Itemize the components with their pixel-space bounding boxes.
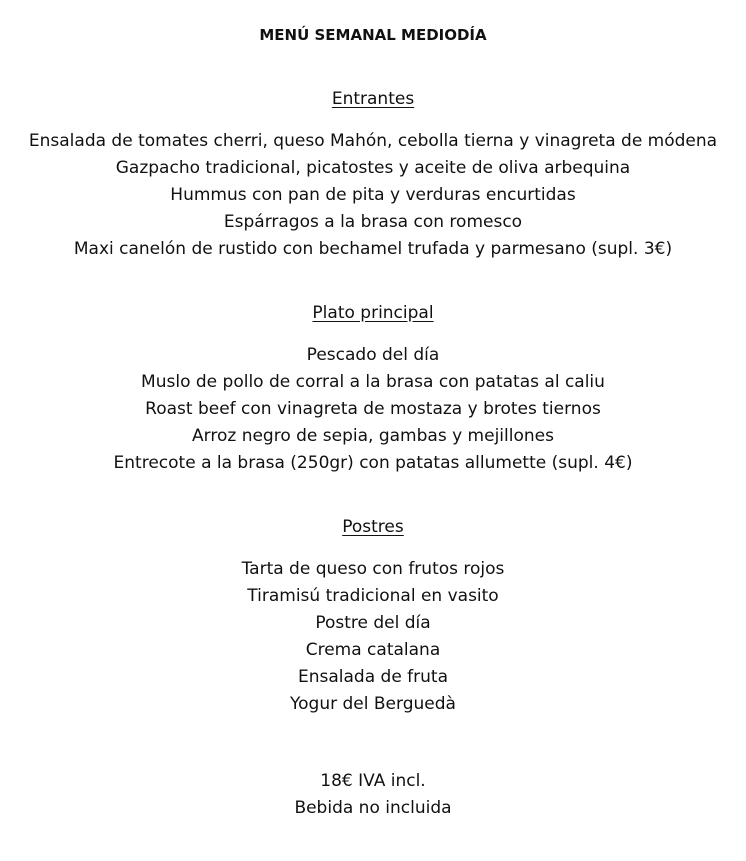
- menu-item: Hummus con pan de pita y verduras encurtidas: [170, 185, 576, 205]
- menu-title: MENÚ SEMANAL MEDIODÍA: [259, 26, 487, 44]
- menu-item: Postre del día: [315, 613, 431, 633]
- menu-footer: [0, 768, 746, 822]
- menu-item: Yogur del Berguedà: [290, 694, 456, 714]
- menu-item: Tarta de queso con frutos rojos: [241, 559, 505, 579]
- menu-item: Crema catalana: [305, 640, 441, 660]
- menu-item: Entrecote a la brasa (250gr) con patatas allumette (supl. 4€): [113, 453, 633, 473]
- section-plato-principal: [0, 302, 746, 477]
- menu-item: Roast beef con vinagreta de mostaza y brotes tiernos: [145, 399, 601, 419]
- menu-item: Ensalada de tomates cherri, queso Mahón, cebolla tierna y vinagreta de módena: [28, 131, 718, 151]
- menu-item: Maxi canelón de rustido con bechamel trufada y parmesano (supl. 3€): [73, 239, 673, 259]
- section-postres: [0, 516, 746, 718]
- menu-item: Arroz negro de sepia, gambas y mejillones: [192, 426, 554, 446]
- section-heading-plato-principal: Plato principal: [312, 303, 434, 323]
- menu-item: Pescado del día: [306, 345, 440, 365]
- section-heading-entrantes: Entrantes: [331, 89, 415, 109]
- menu-item: Tiramisú tradicional en vasito: [247, 586, 499, 606]
- drink-note: Bebida no incluida: [294, 798, 452, 818]
- menu-item: Espárragos a la brasa con romesco: [223, 212, 523, 232]
- menu-item: Gazpacho tradicional, picatostes y aceite de oliva arbequina: [115, 158, 631, 178]
- menu-item: Muslo de pollo de corral a la brasa con patatas al caliu: [141, 372, 605, 392]
- section-heading-postres: Postres: [342, 517, 404, 537]
- section-entrantes: [0, 88, 746, 263]
- price-note: 18€ IVA incl.: [320, 771, 426, 791]
- menu-item: Ensalada de fruta: [297, 667, 449, 687]
